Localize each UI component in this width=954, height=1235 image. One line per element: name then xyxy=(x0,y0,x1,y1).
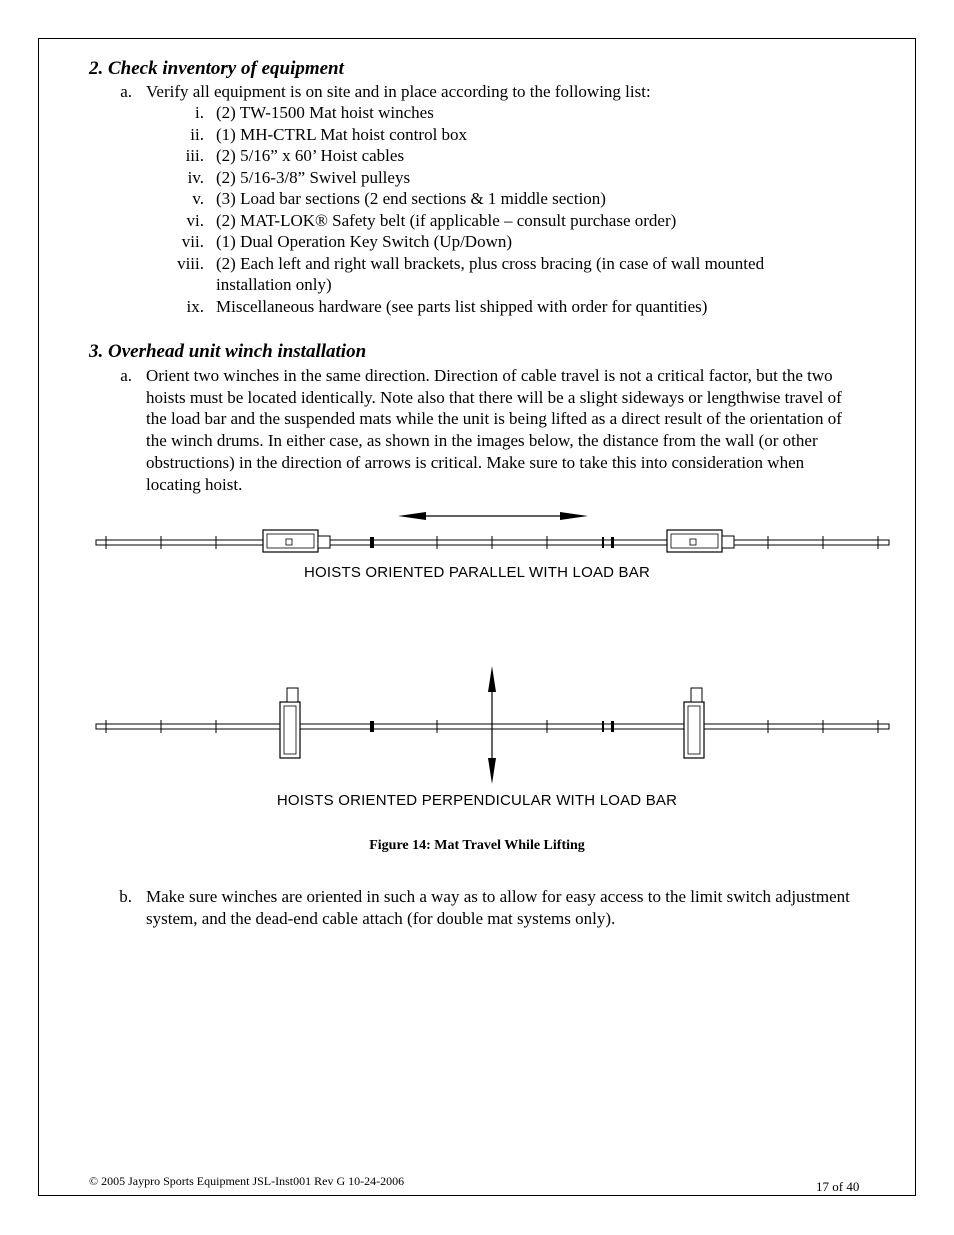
list-item-number: ii. xyxy=(190,125,204,144)
list-item: (1) Dual Operation Key Switch (Up/Down) xyxy=(216,232,513,251)
list-item-number: viii. xyxy=(177,254,204,273)
list-item: (1) MH-CTRL Mat hoist control box xyxy=(216,125,468,144)
section-3-heading: 3. Overhead unit winch installation xyxy=(89,341,367,362)
section-2-heading: 2. Check inventory of equipment xyxy=(89,58,344,79)
parallel-diagram-label: HOISTS ORIENTED PARALLEL WITH LOAD BAR xyxy=(303,564,650,581)
list-item-continuation: installation only) xyxy=(216,275,332,294)
list-item: (2) 5/16-3/8” Swivel pulleys xyxy=(216,168,411,187)
list-item-number: v. xyxy=(192,189,204,208)
list-item: (2) Each left and right wall brackets, plus cross bracing (in case of wall mounted xyxy=(216,254,765,273)
list-item-number: vii. xyxy=(181,232,204,251)
item-a-label: a. xyxy=(120,82,132,101)
winch-access-paragraph: Make sure winches are oriented in such a way as to allow for easy access to the limit switch adjustment system, and the dead-end cable attach (for double mat systems only). xyxy=(146,887,850,928)
winch-orientation-paragraph: Orient two winches in the same direction. Direction of cable travel is not a critical factor, but the two hoists must be located identically. Note also that there will be a slight sideways or lengthwise travel of the load bar and the suspended mats while the unit is being lifted as a direct result of the orientation of the winch drums. In either case, as shown in the images below, the distance from the wall (or other obstructions) in the direction of arrows is critical. Make sure to take this into consideration when locating hoist. xyxy=(146,366,842,494)
item-b-label: b. xyxy=(119,887,132,906)
figure-caption: Figure 14: Mat Travel While Lifting xyxy=(369,838,585,853)
hoist-left xyxy=(280,688,300,758)
horizontal-travel-arrow xyxy=(398,512,588,520)
page-number: 17 of 40 xyxy=(816,1179,860,1194)
list-item-number: vi. xyxy=(186,211,204,230)
footer-copyright: © 2005 Jaypro Sports Equipment JSL-Inst001 Rev G 10-24-2006 xyxy=(89,1174,405,1188)
list-item: (2) 5/16” x 60’ Hoist cables xyxy=(216,146,405,165)
hoist-right xyxy=(667,530,734,552)
list-item-number: iii. xyxy=(185,146,204,165)
load-bar-ticks xyxy=(106,536,878,549)
list-item-number: iv. xyxy=(187,168,204,187)
item-a-text: Verify all equipment is on site and in place according to the following list: xyxy=(146,82,651,101)
hoist-left xyxy=(263,530,330,552)
perpendicular-diagram-label: HOISTS ORIENTED PERPENDICULAR WITH LOAD BAR xyxy=(276,792,678,809)
list-item: (2) MAT-LOK® Safety belt (if applicable – consult purchase order) xyxy=(216,211,677,230)
list-item: (3) Load bar sections (2 end sections & 1 middle section) xyxy=(216,189,606,208)
list-item: (2) TW-1500 Mat hoist winches xyxy=(216,103,434,122)
item-a-label: a. xyxy=(120,366,132,385)
hoist-right xyxy=(684,688,704,758)
list-item-number: i. xyxy=(195,103,204,122)
parallel-hoist-diagram xyxy=(0,500,954,560)
vertical-travel-arrow xyxy=(488,666,496,784)
perpendicular-hoist-diagram xyxy=(0,662,954,787)
list-item: Miscellaneous hardware (see parts list shipped with order for quantities) xyxy=(216,297,708,316)
list-item-number: ix. xyxy=(186,297,204,316)
